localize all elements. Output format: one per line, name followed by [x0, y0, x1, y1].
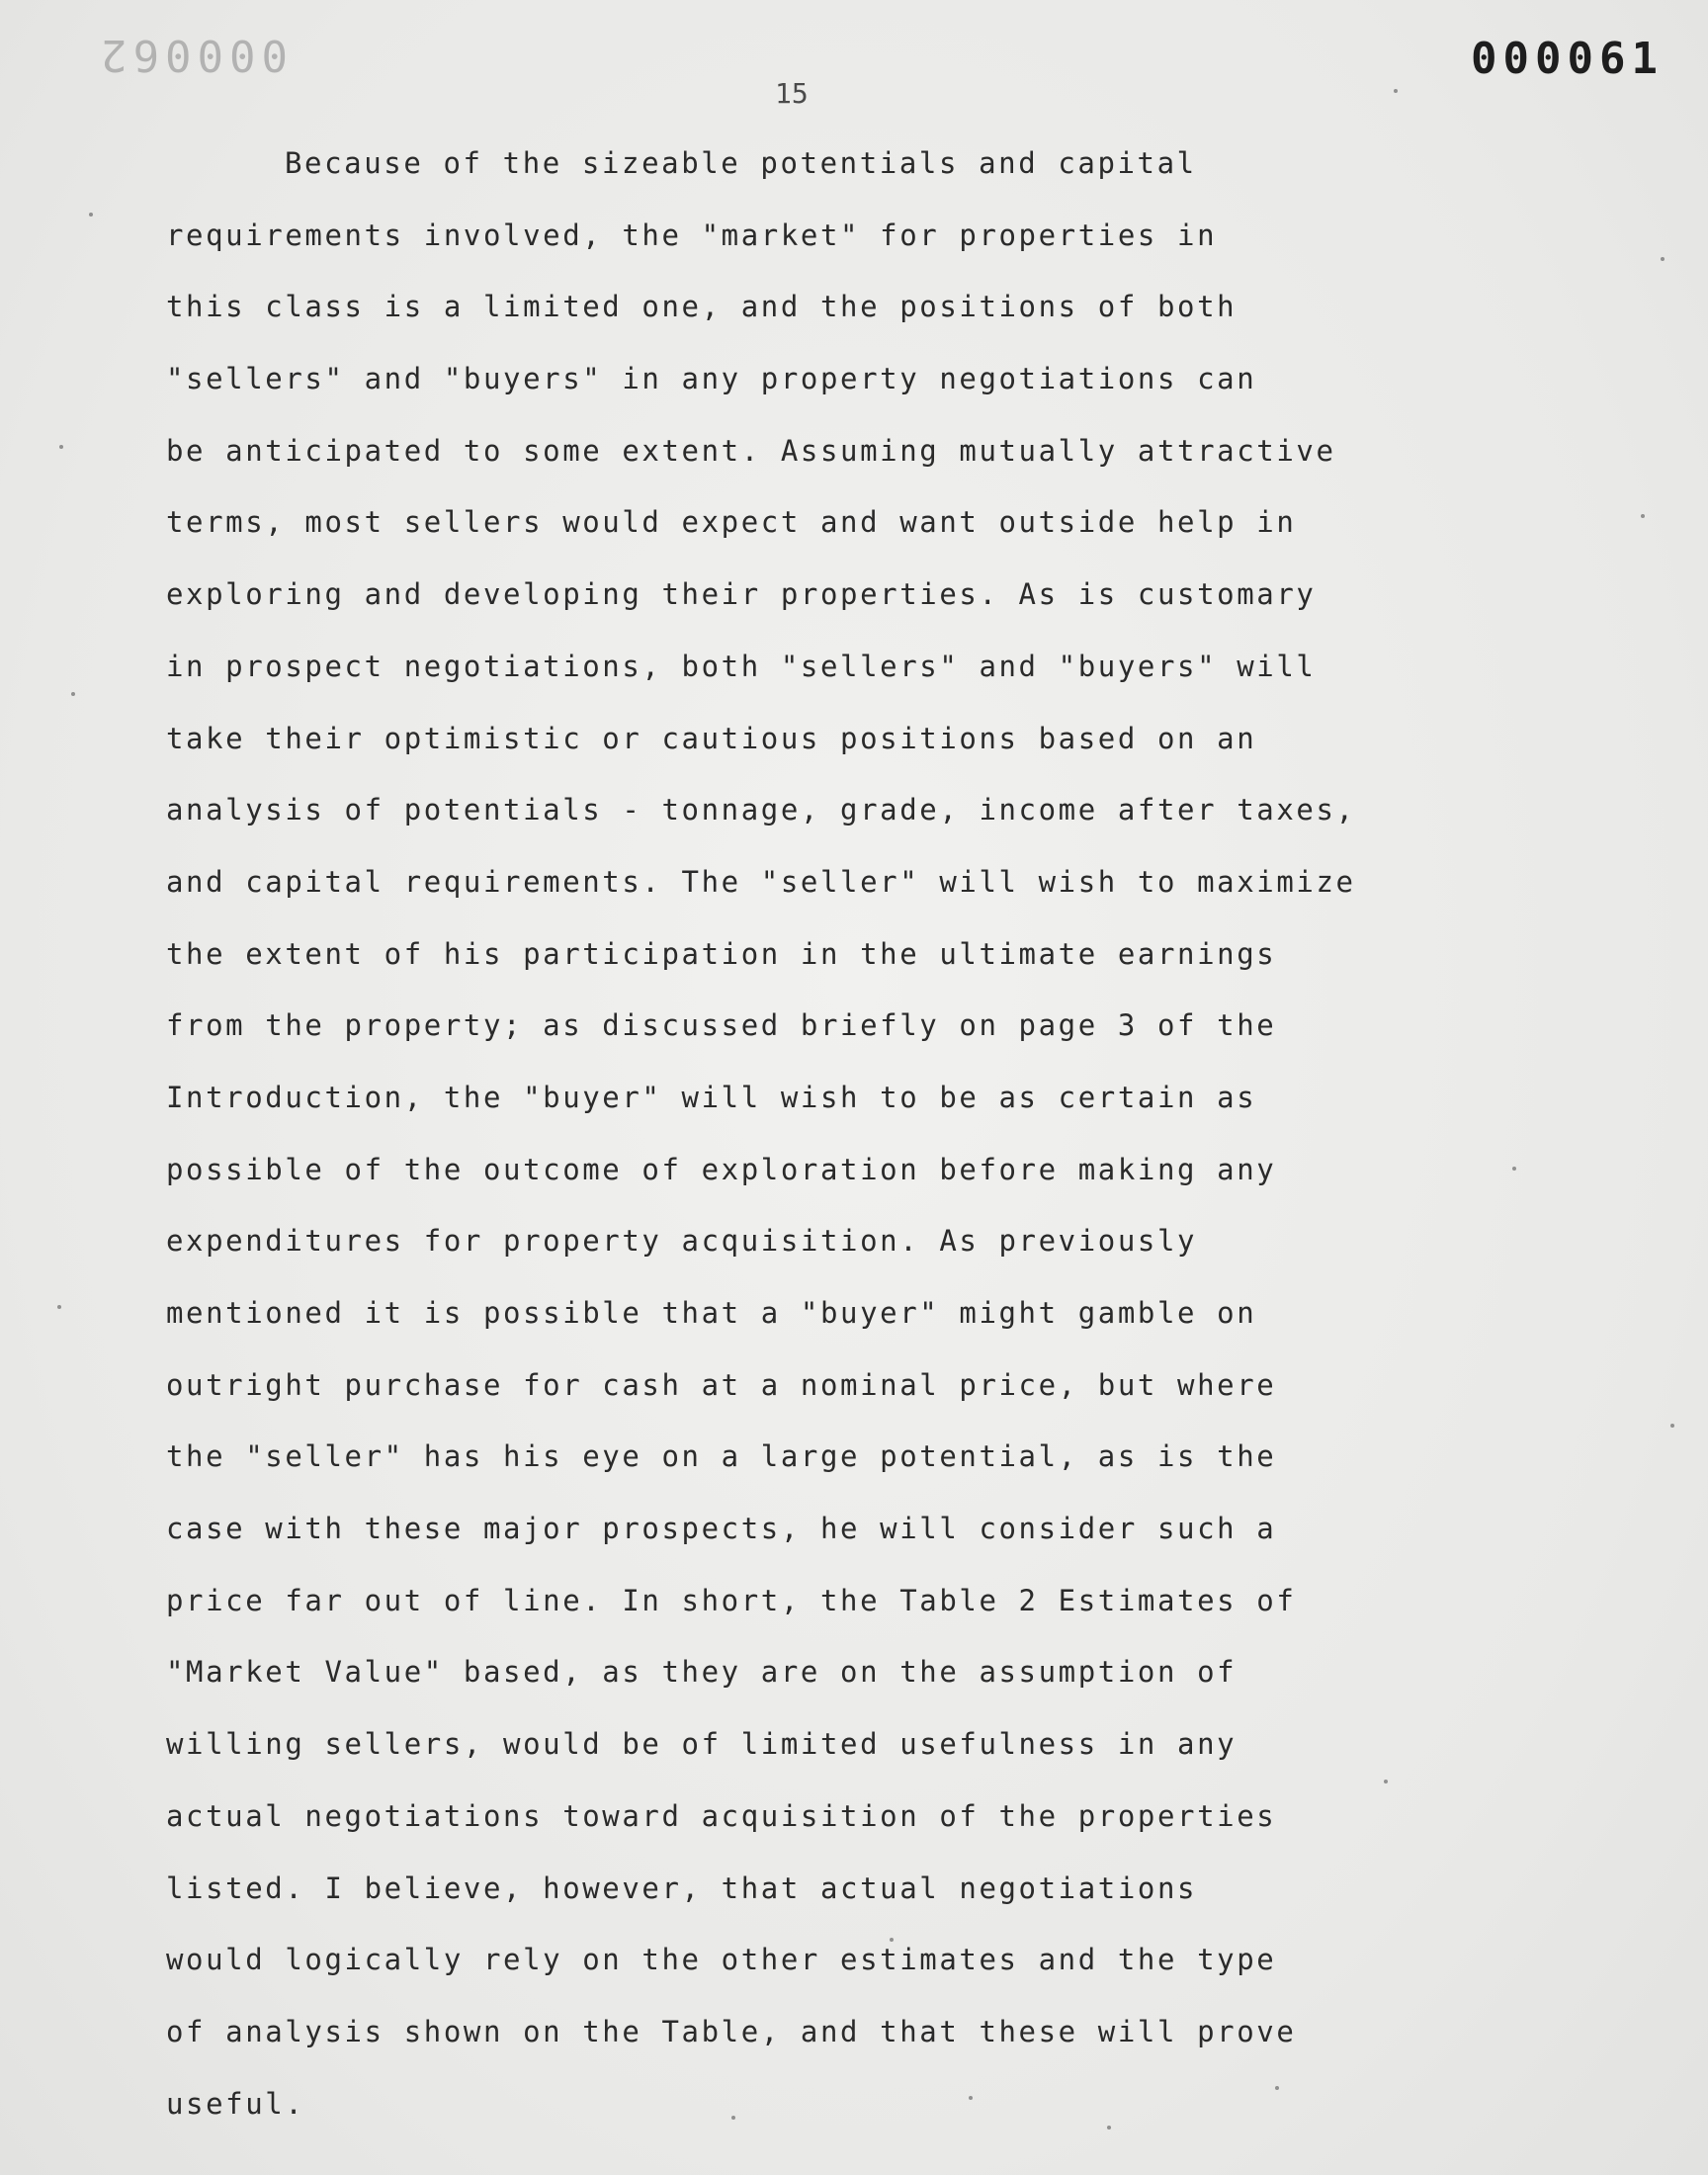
- text-line: "sellers" and "buyers" in any property negotiations can: [166, 362, 1257, 396]
- speck: [1670, 1424, 1674, 1428]
- text-line: analysis of potentials - tonnage, grade, income after taxes,: [166, 793, 1356, 827]
- speck: [1641, 514, 1645, 518]
- text-line: the extent of his participation in the ultimate earnings: [166, 936, 1277, 971]
- text-line: possible of the outcome of exploration before making any: [166, 1152, 1277, 1186]
- text-line: actual negotiations toward acquisition of the properties: [166, 1798, 1277, 1833]
- speck: [89, 213, 93, 217]
- speck: [731, 2116, 735, 2120]
- text-line: be anticipated to some extent. Assuming mutually attractive: [166, 433, 1336, 468]
- text-line: and capital requirements. The "seller" will wish to maximize: [166, 864, 1356, 899]
- text-line: expenditures for property acquisition. As previously: [166, 1224, 1198, 1259]
- text-line: mentioned it is possible that a "buyer" might gamble on: [166, 1296, 1257, 1330]
- text-line: outright purchase for cash at a nominal price, but where: [166, 1367, 1277, 1402]
- text-line: the "seller" has his eye on a large potential, as is the: [166, 1439, 1277, 1474]
- text-line: listed. I believe, however, that actual negotiations: [166, 1870, 1198, 1905]
- text-line: Introduction, the "buyer" will wish to be as certain as: [166, 1080, 1257, 1114]
- page-number: 15: [775, 77, 809, 110]
- speck: [1275, 2086, 1279, 2090]
- text-line: take their optimistic or cautious positions based on an: [166, 721, 1257, 755]
- text-line: case with these major prospects, he will consider such a: [166, 1512, 1277, 1546]
- bates-stamp: 000061: [1471, 34, 1664, 84]
- text-line: useful.: [166, 2086, 305, 2121]
- text-line: of analysis shown on the Table, and that these will prove: [166, 2014, 1297, 2048]
- text-line: in prospect negotiations, both "sellers" and "buyers" will: [166, 649, 1317, 683]
- speck: [57, 1305, 61, 1309]
- text-line: willing sellers, would be of limited usefulness in any: [166, 1727, 1238, 1762]
- speck: [890, 1938, 894, 1942]
- speck: [1107, 2126, 1111, 2130]
- body-paragraph: [166, 138, 1530, 2150]
- text-line: exploring and developing their properties. As is customary: [166, 577, 1317, 612]
- text-line: price far out of line. In short, the Table 2 Estimates of: [166, 1583, 1297, 1617]
- speck: [1384, 1780, 1388, 1784]
- speck: [1394, 89, 1398, 93]
- text-line: Because of the sizeable potentials and capital: [285, 146, 1197, 180]
- speck: [59, 445, 63, 449]
- text-line: terms, most sellers would expect and want outside help in: [166, 505, 1297, 540]
- speck: [969, 2096, 973, 2100]
- mirrored-bates-stamp: 000062: [95, 30, 288, 80]
- speck: [71, 692, 75, 696]
- text-line: from the property; as discussed briefly on page 3 of the: [166, 1008, 1277, 1043]
- speck: [1661, 257, 1665, 261]
- speck: [1512, 1167, 1516, 1171]
- text-line: "Market Value" based, as they are on the assumption of: [166, 1655, 1238, 1690]
- text-line: requirements involved, the "market" for properties in: [166, 218, 1218, 252]
- text-line: would logically rely on the other estimates and the type: [166, 1943, 1277, 1977]
- text-line: this class is a limited one, and the positions of both: [166, 290, 1238, 324]
